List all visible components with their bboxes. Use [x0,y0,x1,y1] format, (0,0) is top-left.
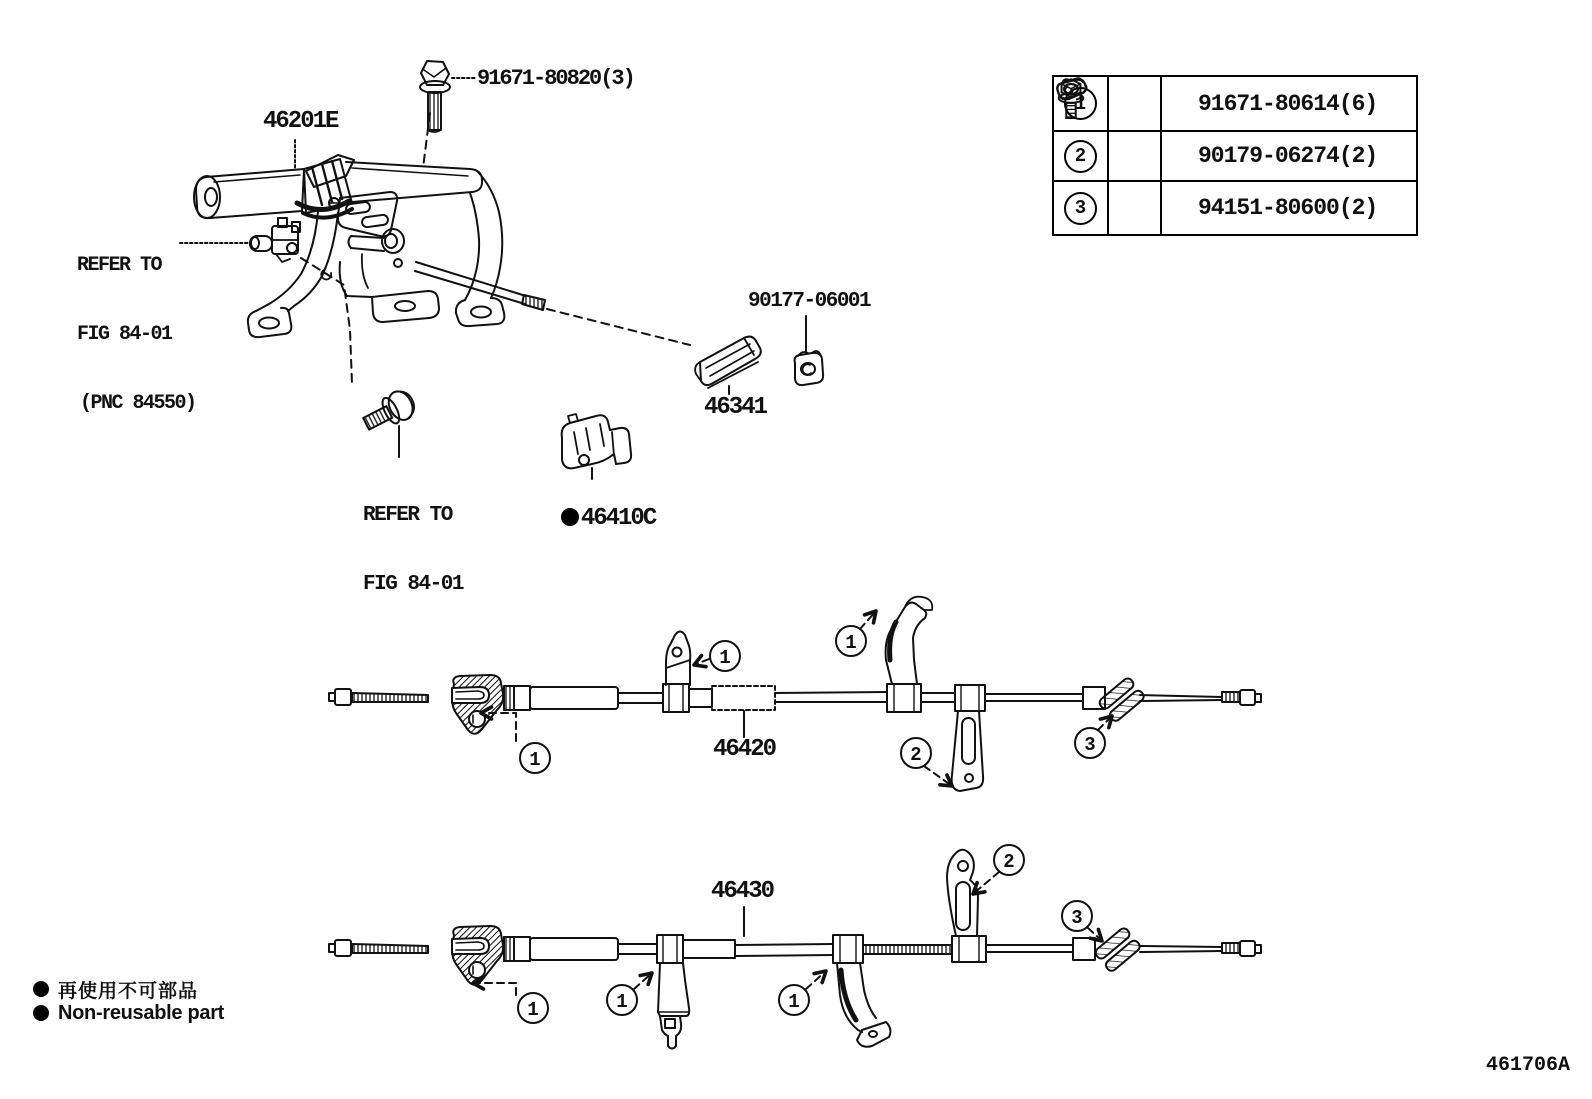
svg-text:1: 1 [616,991,628,1013]
cable-clamp-46410c [562,414,631,468]
svg-text:2: 2 [910,744,922,766]
rear-cable-bracket-a [658,963,689,1049]
non-reusable-dot [561,508,579,526]
part-label-46420: 46420 [713,736,776,763]
svg-text:1: 1 [529,749,541,771]
callout-front-bracket-c [901,738,952,786]
svg-text:3: 3 [1071,907,1083,929]
front-cable-bracket-c [952,711,983,791]
table-row [1054,182,1416,234]
callout-rear-bracket-a [607,973,652,1015]
rear-cable-bracket-c [947,850,978,936]
flange-nut-icon [1109,182,1162,234]
callout-front-end-clip [1075,716,1112,758]
front-cable-bracket-a [666,632,690,686]
callout-rear-bracket-b [779,971,826,1015]
callout-rear-end-clip [1062,901,1102,941]
callout-number: 2 [1064,140,1097,173]
pnc-84550-part [250,218,300,262]
rear-cable-46430 [329,850,1261,1049]
refer-note-2: REFER TO FIG 84-01 [363,504,463,596]
flange-bolt-icon [1109,77,1162,130]
mounting-bolt-91671-80820 [420,61,450,132]
lock-nut-90177-06001 [795,351,824,385]
front-cable-46420 [329,597,1261,791]
svg-text:1: 1 [845,632,857,654]
parking-brake-lever-assembly [194,155,504,337]
svg-text:1: 1 [719,647,731,669]
diagram-callouts [473,611,1112,1023]
part-label-91671-80820: 91671-80820(3) [477,66,634,91]
part-label-46430: 46430 [711,878,774,905]
part-label-46201e: 46201E [263,108,338,135]
rear-cable-bracket-b [837,963,890,1047]
leader-lines [180,78,806,936]
fastener-table [1052,75,1418,236]
diagram-id: 461706A [1486,1054,1571,1077]
adjusting-rod [415,262,545,310]
callout-number: 1 [1064,87,1097,120]
part-label-46341: 46341 [704,394,767,421]
svg-text:1: 1 [788,991,800,1013]
equalizer-clip-46341 [695,337,761,388]
refer-note-1: REFER TO FIG 84-01 (PNC 84550) [77,254,196,415]
svg-text:3: 3 [1084,734,1096,756]
part-number: 91671-80614(6) [1198,90,1378,117]
legend-item-jp: 再使用不可部品 [33,977,224,1001]
non-reusable-dot [33,1005,49,1021]
callout-front-anchor [481,713,550,773]
svg-text:2: 2 [1003,851,1015,873]
legend [33,977,224,1025]
legend-item-en: Non-reusable part [33,1001,224,1025]
callout-front-bracket-a [694,641,740,671]
svg-text:1: 1 [527,999,539,1021]
table-row [1054,77,1416,132]
flange-nut-icon [1109,132,1162,180]
front-cable-bracket-b [886,597,933,684]
table-row [1054,132,1416,182]
part-label-46410c: 46410C [536,478,655,532]
non-reusable-dot [33,981,49,997]
callout-rear-bracket-c [973,845,1024,894]
callout-number: 3 [1064,192,1097,225]
part-label-90177-06001: 90177-06001 [748,290,871,313]
part-number: 90179-06274(2) [1198,143,1378,169]
set-screw [359,386,419,436]
part-number: 94151-80600(2) [1198,195,1378,221]
callout-rear-anchor [473,983,548,1023]
callout-front-bracket-b [836,611,876,656]
